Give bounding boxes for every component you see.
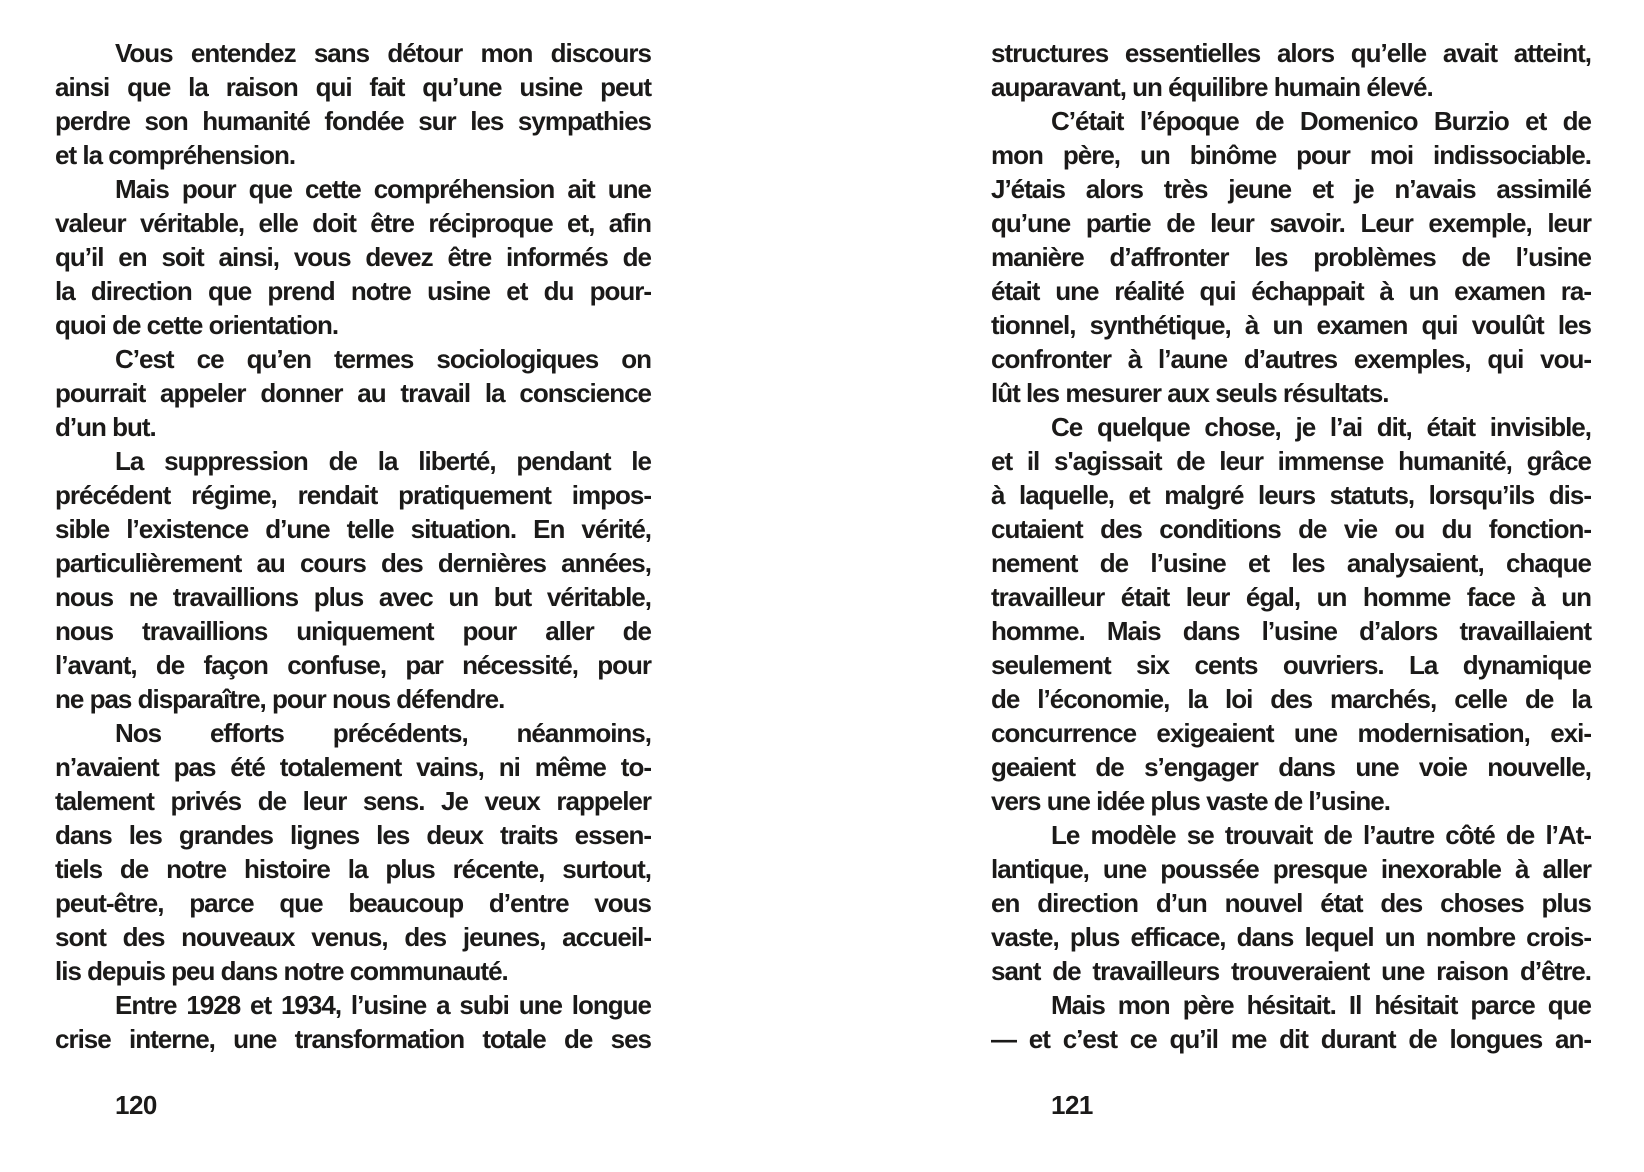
text-line: manière d’affronter les problèmes de l’usine (991, 242, 1591, 272)
text-line: tiels de notre histoire la plus récente, surtout, (55, 854, 651, 884)
text-line: ne pas disparaître, pour nous défendre. (55, 684, 505, 714)
text-line: en direction d’un nouvel état des choses plus (991, 888, 1591, 918)
text-line: tionnel, synthétique, à un examen qui voulût les (991, 310, 1591, 340)
text-line: particulièrement au cours des dernières années, (55, 548, 651, 578)
text-line: qu’il en soit ainsi, vous devez être informés de (55, 242, 651, 272)
text-line: à laquelle, et malgré leurs statuts, lorsqu’ils dis- (991, 480, 1591, 510)
text-line: vers une idée plus vaste de l’usine. (991, 786, 1390, 816)
text-line: structures essentielles alors qu’elle avait atteint, (991, 38, 1591, 68)
text-line: homme. Mais dans l’usine d’alors travaillaient (991, 616, 1591, 646)
text-line: l’avant, de façon confuse, par nécessité, pour (55, 650, 651, 680)
text-line: n’avaient pas été totalement vains, ni même to- (55, 752, 651, 782)
text-line: talement privés de leur sens. Je veux rappeler (55, 786, 651, 816)
text-line: précédent régime, rendait pratiquement impos- (55, 480, 651, 510)
text-line: nement de l’usine et les analysaient, chaque (991, 548, 1591, 578)
text-line: Nos efforts précédents, néanmoins, (115, 718, 651, 748)
text-line: qu’une partie de leur savoir. Leur exemple, leur (991, 208, 1591, 238)
text-line: mon père, un binôme pour moi indissociable. (991, 140, 1591, 170)
text-line: travailleur était leur égal, un homme face à un (991, 582, 1591, 612)
text-line: pourrait appeler donner au travail la conscience (55, 378, 651, 408)
text-line: d’un but. (55, 412, 156, 442)
text-line: Le modèle se trouvait de l’autre côté de l’At- (1051, 820, 1591, 850)
text-line: était une réalité qui échappait à un examen ra- (991, 276, 1591, 306)
text-line: La suppression de la liberté, pendant le (115, 446, 651, 476)
text-line: lût les mesurer aux seuls résultats. (991, 378, 1389, 408)
text-line: peut-être, parce que beaucoup d’entre vous (55, 888, 651, 918)
text-line: sible l’existence d’une telle situation. En vérité, (55, 514, 651, 544)
page-left-text-block (55, 36, 651, 1056)
text-line: sant de travailleurs trouveraient une raison d’être. (991, 956, 1591, 986)
text-line: la direction que prend notre usine et du pour- (55, 276, 651, 306)
page-number-left: 120 (115, 1090, 157, 1120)
text-line: et il s'agissait de leur immense humanité, grâce (991, 446, 1591, 476)
page-right-text-block (991, 36, 1591, 1056)
text-line: geaient de s’engager dans une voie nouvelle, (991, 752, 1591, 782)
text-line: lis depuis peu dans notre communauté. (55, 956, 508, 986)
text-line: Entre 1928 et 1934, l’usine a subi une longue (115, 990, 651, 1020)
text-line: Mais mon père hésitait. Il hésitait parce que (1051, 990, 1591, 1020)
text-line: nous ne travaillions plus avec un but véritable, (55, 582, 651, 612)
text-line: C’était l’époque de Domenico Burzio et de (1051, 106, 1591, 136)
text-line: vaste, plus efficace, dans lequel un nombre crois- (991, 922, 1591, 952)
text-line: et la compréhension. (55, 140, 296, 170)
page-number-right: 121 (1051, 1090, 1093, 1120)
text-line: concurrence exigeaient une modernisation, exi- (991, 718, 1591, 748)
text-line: C’est ce qu’en termes sociologiques on (115, 344, 651, 374)
text-line: quoi de cette orientation. (55, 310, 339, 340)
text-line: J’étais alors très jeune et je n’avais assimilé (991, 174, 1591, 204)
text-line: sont des nouveaux venus, des jeunes, accueil- (55, 922, 651, 952)
text-line: nous travaillions uniquement pour aller de (55, 616, 651, 646)
text-line: valeur véritable, elle doit être réciproque et, afin (55, 208, 651, 238)
text-line: lantique, une poussée presque inexorable à aller (991, 854, 1591, 884)
text-line: — et c’est ce qu’il me dit durant de longues an- (991, 1024, 1591, 1054)
text-line: crise interne, une transformation totale de ses (55, 1024, 651, 1054)
text-line: Ce quelque chose, je l’ai dit, était invisible, (1051, 412, 1591, 442)
text-line: auparavant, un équilibre humain élevé. (991, 72, 1433, 102)
text-line: Vous entendez sans détour mon discours (115, 38, 651, 68)
text-line: dans les grandes lignes les deux traits essen- (55, 820, 651, 850)
text-line: seulement six cents ouvriers. La dynamique (991, 650, 1591, 680)
text-line: Mais pour que cette compréhension ait une (115, 174, 651, 204)
text-line: ainsi que la raison qui fait qu’une usine peut (55, 72, 651, 102)
text-line: confronter à l’aune d’autres exemples, qui vou- (991, 344, 1591, 374)
text-line: de l’économie, la loi des marchés, celle de la (991, 684, 1591, 714)
text-line: perdre son humanité fondée sur les sympathies (55, 106, 651, 136)
text-line: cutaient des conditions de vie ou du fonction- (991, 514, 1591, 544)
